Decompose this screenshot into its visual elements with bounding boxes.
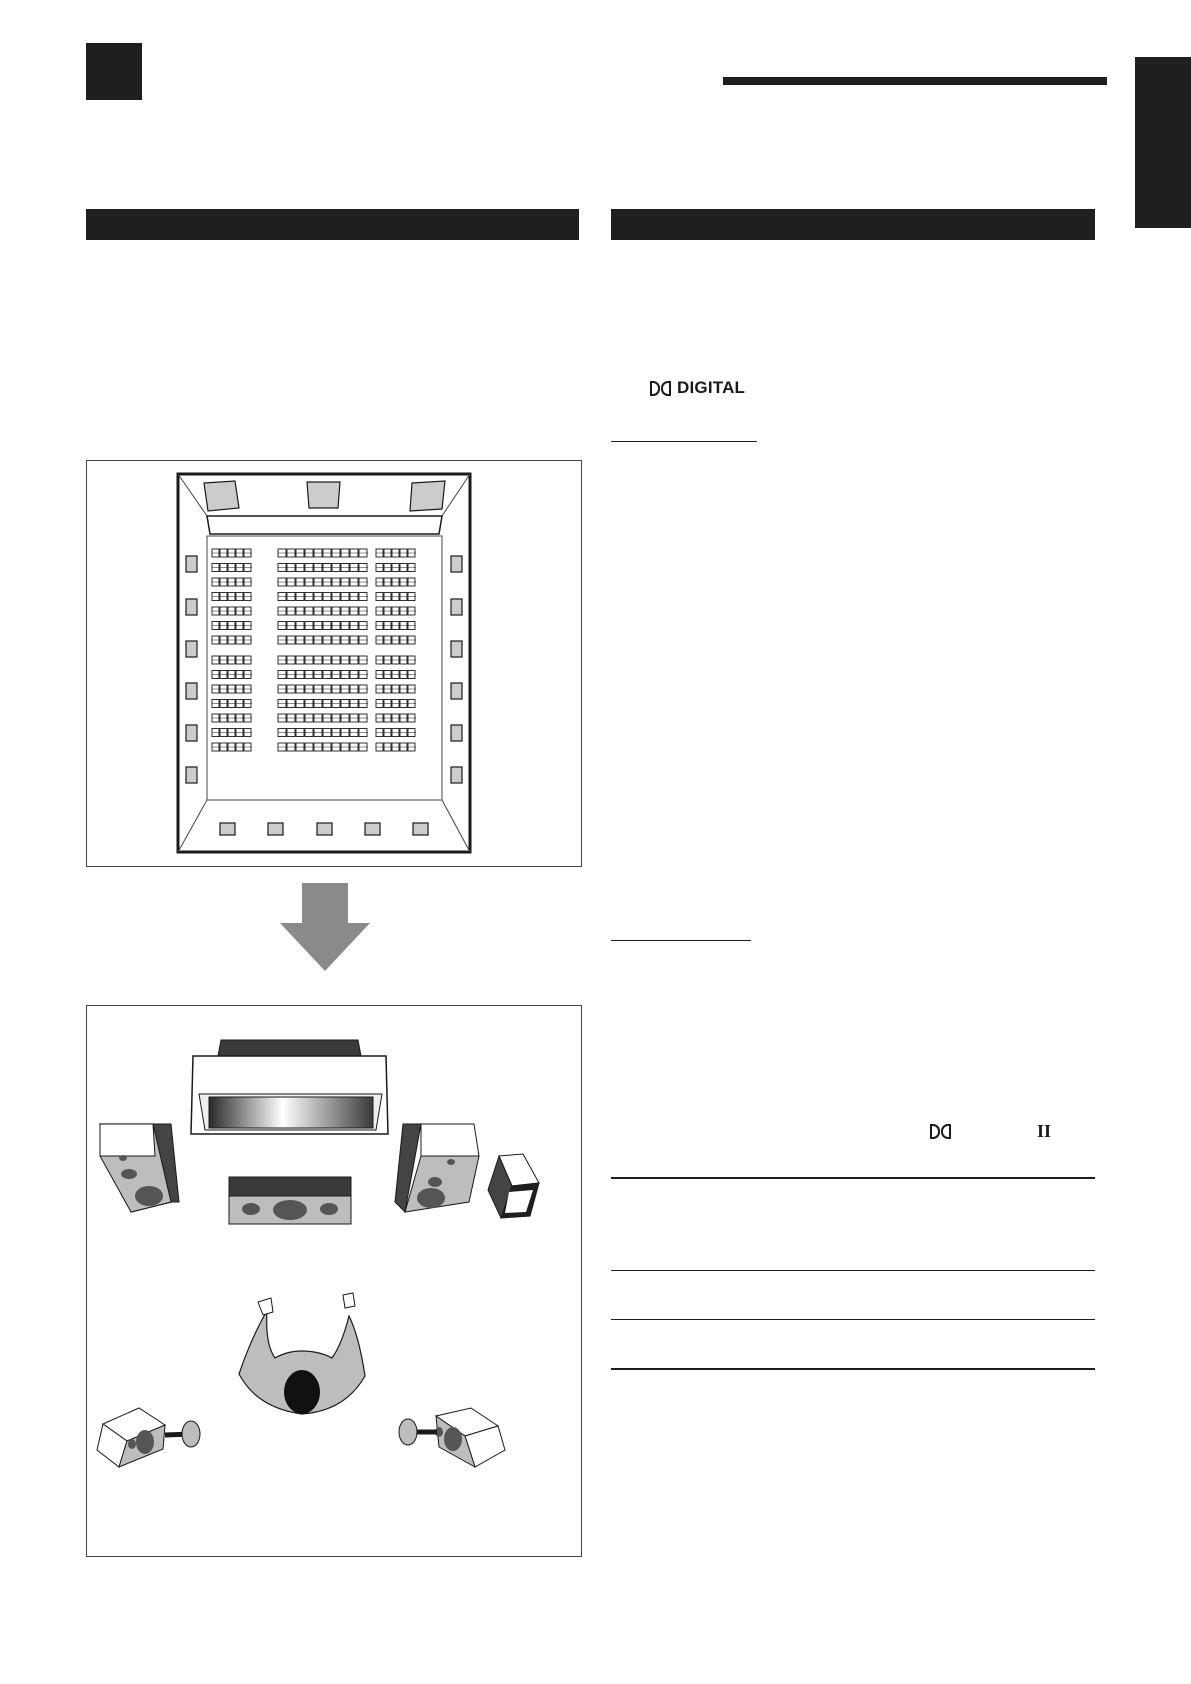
table-row-rule-2 — [611, 1319, 1095, 1320]
down-arrow-icon — [280, 883, 370, 976]
subheading-underline-2 — [611, 940, 751, 941]
language-side-tab — [1135, 57, 1191, 228]
chapter-marker — [86, 43, 142, 100]
theater-diagram — [86, 460, 582, 867]
home-speaker-svg — [87, 1006, 580, 1555]
subheading-underline-1 — [611, 441, 757, 442]
table-top-rule — [611, 1177, 1095, 1179]
table-bottom-rule — [611, 1368, 1095, 1370]
header-rule — [723, 77, 1107, 85]
dolby-double-d-icon — [930, 1124, 951, 1139]
dolby-digital-logo — [650, 378, 745, 398]
roman-numeral-two: II — [1037, 1121, 1052, 1141]
logo-text: DIGITAL — [677, 378, 746, 397]
left-section-heading-bar — [86, 209, 579, 240]
dolby-mark-inline — [930, 1124, 951, 1139]
table-row-rule-1 — [611, 1270, 1095, 1271]
dolby-double-d-icon — [650, 381, 671, 396]
home-speaker-diagram — [86, 1005, 582, 1557]
theater-svg — [87, 461, 580, 865]
right-section-heading-bar — [611, 209, 1095, 240]
